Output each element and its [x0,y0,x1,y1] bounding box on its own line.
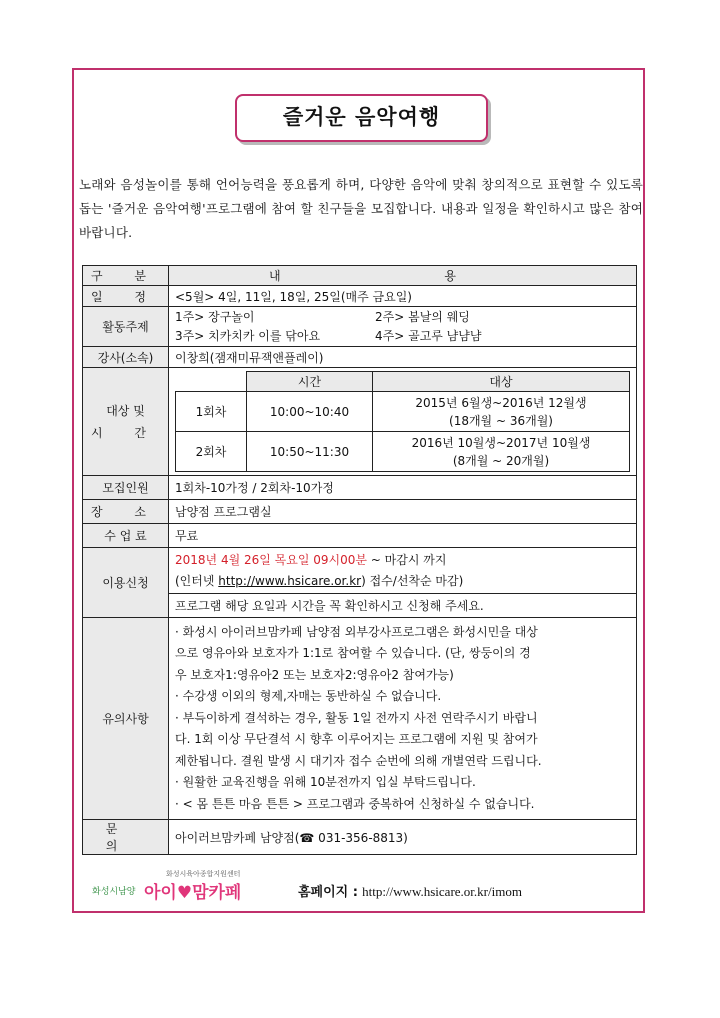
session-1: 1회차 [176,392,247,432]
theme-row [83,307,637,347]
target-row [83,368,637,476]
note-line: · 화성시 아이러브맘카페 남양점 외부강사프로그램은 화성시민을 대상 [175,624,538,639]
place-label-cell [83,500,169,524]
apply-row [83,548,637,594]
note-line: · < 몸 튼튼 마음 튼튼 > 프로그램과 중복하여 신청하실 수 없습니다. [175,796,535,811]
place-value: 남양점 프로그램실 [169,500,637,524]
theme-line-2 [175,327,630,346]
apply-line-1 [175,550,630,571]
capacity-value: 1회차-10가정 / 2회차-10가정 [169,476,637,500]
target-label-2: 시 간 [91,425,160,440]
cafe-logo [92,870,277,903]
theme-line-1 [175,308,630,327]
instructor-row [83,347,637,368]
target-1-months: (18개월 ~ 36개월) [449,413,553,428]
apply-line-2 [175,571,630,592]
inquiry-value: 아이러브맘카페 남양점(☎ 031-356-8813) [169,820,637,855]
apply-note: 프로그램 해당 요일과 시간을 꼭 확인하시고 신청해 주세요. [169,594,637,618]
target-header-blank [176,372,247,392]
notes-row [83,618,637,820]
inquiry-label-cell [83,820,169,855]
theme-week-1: 1주> 장구놀이 [175,309,255,324]
header-content-cell [169,266,637,286]
session-2: 2회차 [176,432,247,472]
schedule-value: <5월> 4일, 11일, 18일, 25일(매주 금요일) [169,286,637,307]
apply-link[interactable]: http://www.hsicare.or.kr [218,573,362,588]
footer [92,872,632,902]
schedule-row [83,286,637,307]
header-label: 구 분 [91,269,160,283]
target-header-row [176,372,630,392]
apply-pre: (인터넷 [175,573,219,588]
homepage-link[interactable]: http://www.hsicare.or.kr/imom [362,884,522,899]
target-1 [373,392,630,432]
theme-week-4: 4주> 골고루 냠냠냠 [375,328,482,343]
apply-cell [169,548,637,594]
apply-label: 이용신청 [83,548,169,618]
theme-week-3: 3주> 치카치카 이를 닦아요 [175,328,321,343]
notes-label: 유의사항 [83,618,169,820]
target-header-time: 시간 [247,372,373,392]
apply-deadline: ~ 마감시 까지 [366,552,447,567]
time-2: 10:50~11:30 [247,432,373,472]
target-header-target: 대상 [373,372,630,392]
target-cell [169,368,637,476]
inquiry-label: 문 의 [105,822,146,853]
note-line: 우 보호자1:영유아2 또는 보호자2:영유아2 참여가능) [175,667,454,682]
time-1: 10:00~10:40 [247,392,373,432]
homepage-info [298,881,522,900]
apply-post: ) 접수/선착순 마감) [361,573,464,588]
target-2 [373,432,630,472]
theme-cell [169,307,637,347]
theme-week-2: 2주> 봄날의 웨딩 [375,309,470,324]
target-row-1 [176,392,630,432]
homepage-label: 홈페이지 : [298,885,358,900]
theme-label: 활동주제 [83,307,169,347]
table-header-row [83,266,637,286]
page-title: 즐거운 음악여행 [235,94,488,142]
apply-date: 2018년 4월 26일 목요일 09시00분 [175,552,367,567]
target-label-1: 대상 및 [106,403,145,418]
fee-row [83,524,637,548]
capacity-row [83,476,637,500]
schedule-label-cell [83,286,169,307]
target-table [175,371,630,472]
note-line: · 부득이하게 결석하는 경우, 활동 1일 전까지 사전 연락주시기 바랍니 [175,710,538,725]
capacity-label: 모집인원 [83,476,169,500]
note-line: 다. 1회 이상 무단결석 시 향후 이루어지는 프로그램에 지원 및 참여가 [175,732,538,747]
logo-sub: 화성시육아종합지원센터 [166,870,241,878]
logo-main: 아이♥맘카페 [144,883,242,903]
place-label: 장 소 [91,505,160,519]
schedule-label: 일 정 [91,289,160,304]
header-content: 내 용 [269,269,536,283]
target-2-range: 2016년 10월생~2017년 10월생 [411,435,591,450]
note-line: · 원활한 교육진행을 위해 10분전까지 입실 부탁드립니다. [175,775,476,790]
place-row [83,500,637,524]
instructor-label: 강사(소속) [83,347,169,368]
note-line: 제한됩니다. 결원 발생 시 대기자 접수 순번에 의해 개별연락 드립니다. [175,753,542,768]
note-line: · 수강생 이외의 형제,자매는 동반하실 수 없습니다. [175,689,442,704]
fee-label: 수 업 료 [83,524,169,548]
note-line: 으로 영유아와 보호자가 1:1로 참여할 수 있습니다. (단, 쌍둥이의 경 [175,646,531,661]
target-label-cell [83,368,169,476]
target-1-range: 2015년 6월생~2016년 12월생 [415,395,587,410]
logo-side: 화성시남양 [92,887,136,897]
intro-text: 노래와 음성놀이를 통해 언어능력을 풍요롭게 하며, 다양한 음악에 맞춰 창의적으로 표현할 수 있도록 돕는 '즐거운 음악여행'프로그램에 참여 할 친구들을 모집합니다. 내용과 일정을 확인하시고 많은 참여 바랍니다. [79,177,643,240]
inquiry-row [83,820,637,855]
target-row-2 [176,432,630,472]
info-table [82,265,637,855]
target-2-months: (8개월 ~ 20개월) [452,453,550,468]
fee-value: 무료 [169,524,637,548]
instructor-value: 이창희(잼재미뮤잭앤플레이) [169,347,637,368]
header-label-cell [83,266,169,286]
notes-cell [169,618,637,820]
